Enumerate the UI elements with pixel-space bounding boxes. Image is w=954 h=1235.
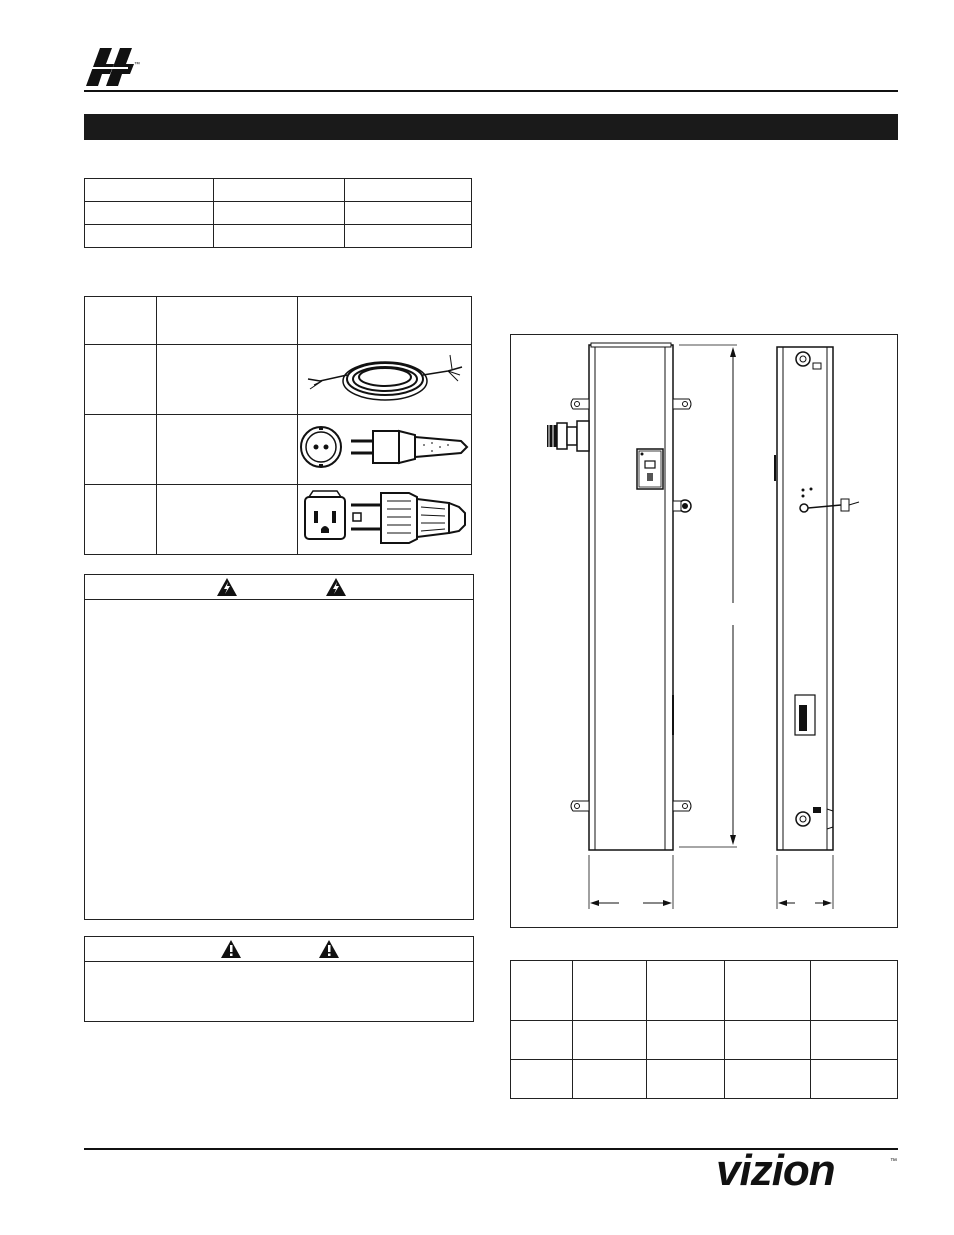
cord-table-cell [157, 485, 298, 555]
dims-table-header [647, 961, 725, 1021]
cord-table-cell [157, 415, 298, 485]
cord-table-image-cell [298, 345, 472, 415]
dims-table-cell [725, 1060, 811, 1099]
dims-table-cell [511, 1060, 573, 1099]
warning-box [84, 574, 474, 920]
dims-table-cell [647, 1021, 725, 1060]
dims-table-cell [811, 1060, 898, 1099]
dims-table-cell [811, 1021, 898, 1060]
vizion-logo-trademark: ™ [890, 1158, 897, 1165]
bare-wire-cord-icon [300, 345, 470, 409]
cord-table-header [157, 297, 298, 345]
top-table-cell [85, 179, 214, 202]
top-table-cell [345, 225, 472, 248]
top-table-cell [85, 225, 214, 248]
caution-header [85, 937, 473, 962]
dims-table-cell [511, 1021, 573, 1060]
vizion-logo [716, 1146, 897, 1196]
cord-table-header [85, 297, 157, 345]
nema-plug-icon [299, 485, 471, 549]
warning-header [85, 575, 473, 600]
dimension-diagram [510, 334, 898, 928]
electrical-hazard-icon [216, 577, 238, 597]
dims-table-cell [647, 1060, 725, 1099]
top-table-cell [214, 202, 345, 225]
cord-table-cell [85, 485, 157, 555]
heater-front-side-drawing [511, 335, 897, 927]
vizion-logo-text: vizion [716, 1146, 835, 1195]
cord-options-table [84, 296, 472, 555]
cord-table-cell [157, 345, 298, 415]
brand-logo [84, 44, 140, 88]
cord-table-image-cell [298, 415, 472, 485]
caution-exclamation-icon [220, 939, 242, 959]
dims-table-cell [725, 1021, 811, 1060]
header-rule [84, 90, 898, 92]
cord-table-header [298, 297, 472, 345]
electrical-hazard-icon [325, 577, 347, 597]
logo-trademark: ™ [134, 62, 140, 68]
dims-table-cell [573, 1021, 647, 1060]
caution-exclamation-icon [318, 939, 340, 959]
cord-table-cell [85, 415, 157, 485]
top-table-cell [345, 202, 472, 225]
schuko-plug-icon [299, 415, 471, 479]
dimensions-table [510, 960, 898, 1099]
top-table-cell [345, 179, 472, 202]
dims-table-header [725, 961, 811, 1021]
dims-table-header [811, 961, 898, 1021]
section-bar [84, 114, 898, 140]
aa-logo-icon [84, 44, 140, 88]
caution-box [84, 936, 474, 1022]
dims-table-header [511, 961, 573, 1021]
cord-table-cell [85, 345, 157, 415]
top-table-cell [214, 225, 345, 248]
dims-table-header [573, 961, 647, 1021]
top-spec-table [84, 178, 472, 248]
dims-table-cell [573, 1060, 647, 1099]
top-table-cell [85, 202, 214, 225]
cord-table-image-cell [298, 485, 472, 555]
top-table-cell [214, 179, 345, 202]
